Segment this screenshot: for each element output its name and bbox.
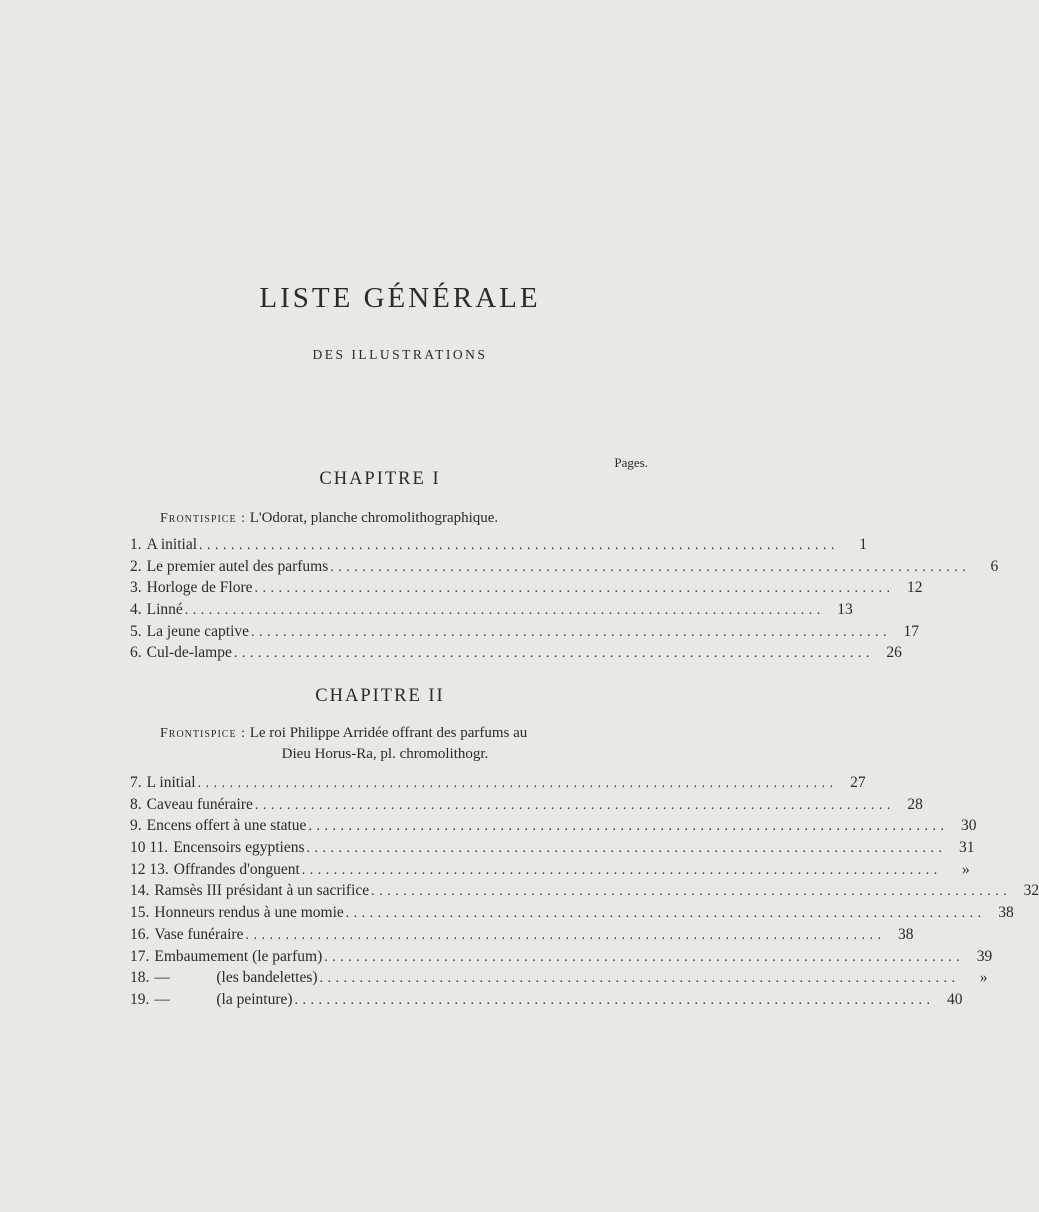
entry-number: 18. [130, 969, 150, 987]
entry-number: 5. [130, 622, 142, 640]
dot-leader: ................................................................................ [371, 884, 1012, 900]
entry-page: 30 [960, 817, 977, 835]
chapter-1-heading: CHAPITRE I [319, 469, 441, 489]
entry-label: Le premier autel des parfums [146, 557, 329, 575]
list-item [130, 774, 866, 796]
frontispiece-text: Le roi Philippe Arridée offrant des parfums au [249, 725, 528, 741]
entry-label: Embaumement (le parfum) [154, 947, 323, 965]
entry-number: 9. [130, 817, 142, 835]
list-item [130, 795, 923, 818]
entry-page: 27 [850, 774, 866, 791]
entry-label: Linné [146, 601, 183, 619]
entry-label: Encensoirs egyptiens [173, 839, 305, 857]
entry-number: 17. [130, 947, 150, 965]
entry-number: 15. [130, 904, 150, 922]
list-item [130, 990, 963, 1013]
list-item [130, 925, 914, 948]
dot-leader: ................................................................................ [197, 776, 838, 791]
entry-number: 8. [130, 795, 142, 813]
entry-number: 1. [130, 536, 142, 553]
list-item [130, 644, 902, 666]
list-item [130, 947, 993, 970]
entry-page: 6 [990, 557, 999, 575]
list-item [130, 622, 920, 645]
dot-leader: ................................................................................ [308, 819, 949, 835]
entry-number: 6. [130, 644, 142, 662]
entry-label: L initial [146, 774, 196, 791]
entry-label: La jeune captive [146, 622, 250, 640]
list-item [130, 579, 923, 601]
dot-leader: ................................................................................ [233, 646, 874, 662]
entry-number: 7. [130, 774, 142, 791]
dot-leader: ................................................................................ [245, 927, 886, 943]
dot-leader: ................................................................................ [199, 538, 839, 553]
entry-label: Offrandes d'onguent [173, 860, 300, 878]
entry-page: 31 [958, 839, 975, 857]
entry-number: 3. [130, 579, 142, 597]
page-subtitle: DES ILLUSTRATIONS [312, 347, 488, 362]
chapter-2-list [130, 774, 1039, 1013]
entry-label: Honneurs rendus à une momie [154, 904, 344, 922]
list-item [130, 557, 999, 580]
chapter-1-list [130, 536, 999, 666]
entry-page: 17 [903, 622, 920, 640]
entry-page: 38 [897, 925, 914, 943]
chapter-2-frontispiece [160, 723, 660, 764]
entry-page: 39 [976, 947, 993, 965]
entry-label: Cul-de-lampe [146, 644, 232, 662]
dot-leader: ................................................................................ [254, 581, 895, 597]
list-item [130, 817, 977, 839]
entry-label: — (les bandelettes) [154, 969, 318, 987]
dot-leader: ................................................................................ [184, 603, 825, 619]
entry-label: Horloge de Flore [146, 579, 253, 597]
entry-label: Vase funéraire [154, 925, 244, 943]
entry-label: Ramsès III présidant à un sacrifice [154, 882, 370, 900]
list-item [130, 536, 867, 558]
entry-number: 14. [130, 882, 150, 900]
entry-number: 4. [130, 601, 142, 619]
list-item [130, 904, 1014, 926]
entry-label: A initial [146, 536, 197, 553]
list-item [130, 839, 975, 861]
entry-page: 40 [947, 990, 963, 1008]
frontispiece-label: Frontispice : [160, 726, 246, 741]
frontispiece-text: L'Odorat, planche chromolithographique. [249, 510, 499, 526]
entry-page: 12 [907, 579, 923, 597]
chapter-1-frontispiece [160, 508, 660, 529]
entry-number: 2. [130, 557, 142, 575]
entry-page: 26 [886, 644, 902, 662]
entry-label: Caveau funéraire [146, 795, 253, 813]
chapter-2-heading: CHAPITRE II [315, 686, 445, 706]
entry-page: » [962, 860, 970, 878]
entry-page: 38 [998, 904, 1014, 922]
frontispiece-text-continued: Dieu Horus-Ra, pl. chromolithogr. [281, 746, 489, 762]
dot-leader: ................................................................................ [345, 906, 986, 922]
entry-number: 12 13. [130, 860, 169, 878]
dot-leader: ................................................................................ [294, 992, 935, 1008]
dot-leader: ................................................................................ [254, 797, 895, 813]
dot-leader: ................................................................................ [330, 559, 971, 575]
list-item [130, 882, 1039, 904]
entry-page: 28 [907, 795, 923, 813]
entry-label: Encens offert à une statue [146, 817, 307, 835]
list-item [130, 969, 988, 991]
dot-leader: ................................................................................ [251, 624, 892, 640]
entry-page: 13 [837, 601, 853, 619]
dot-leader: ................................................................................ [319, 971, 960, 987]
list-item [130, 860, 970, 883]
frontispiece-label: Frontispice : [160, 511, 246, 526]
dot-leader: ................................................................................ [306, 841, 947, 857]
entry-page: 1 [859, 536, 867, 553]
entry-number: 16. [130, 925, 150, 943]
entry-page: » [979, 969, 988, 987]
entry-label: — (la peinture) [154, 990, 293, 1008]
entry-number: 19. [130, 990, 150, 1008]
page-title: LISTE GÉNÉRALE [259, 282, 541, 314]
dot-leader: ................................................................................ [301, 862, 942, 878]
entry-page: 32 [1023, 882, 1039, 900]
dot-leader: ................................................................................ [324, 949, 965, 965]
entry-number: 10 11. [130, 839, 169, 857]
pages-column-label: Pages. [614, 455, 648, 470]
list-item [130, 601, 853, 623]
